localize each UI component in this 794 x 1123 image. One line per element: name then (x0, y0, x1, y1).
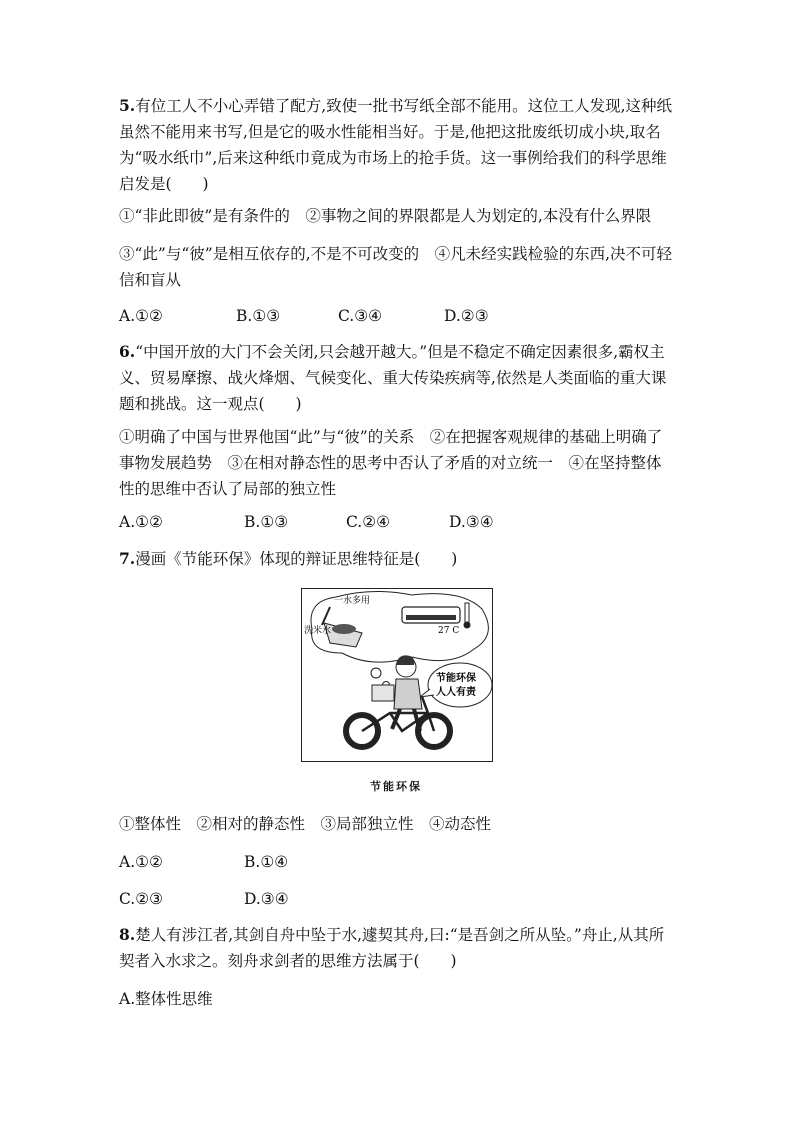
question-5-stem (119, 93, 675, 197)
question-6-statements: ①明确了中国与世界他国“此”与“彼”的关系 ②在把握客观规律的基础上明确了事物发展趋势 ③在相对静态性的思考中否认了矛盾的对立统一 ④在坚持整体性的思维中否认了局部的独立性 (119, 428, 663, 498)
question-8-options (119, 986, 213, 1012)
bubble-label-2: 洗米水 (304, 626, 332, 636)
question-6-option-c[interactable]: C.②④ (346, 513, 391, 531)
question-8-number: 8. (119, 925, 136, 944)
cartoon-illustration (302, 589, 492, 761)
question-8-text: 楚人有涉江者,其剑自舟中坠于水,遽契其舟,曰:“是吾剑之所从坠。”舟止,从其所契者入水求之。刻舟求剑者的思维方法属于( ) (119, 926, 665, 970)
speech-line-2: 人人有责 (436, 687, 476, 698)
briefcase (372, 685, 394, 701)
question-5-statements-2: ③“此”与“彼”是相互依存的,不是不可改变的 ④凡未经实践检验的东西,决不可轻信和盲从 (119, 245, 673, 289)
question-7-option-b[interactable]: B.①④ (244, 853, 289, 871)
thought-bubble-dot (371, 668, 381, 678)
question-5-options (119, 303, 489, 329)
bubble-label-3: 27 C (438, 626, 460, 636)
question-7-text: 漫画《节能环保》体现的辩证思维特征是( ) (135, 550, 458, 568)
question-7-option-c[interactable]: C.②③ (119, 890, 164, 908)
cartoon-figure (301, 588, 493, 762)
question-6-text: “中国开放的大门不会关闭,只会越开越大。”但是不稳定不确定因素很多,霸权主义、贸易摩擦、战火烽烟、气候变化、重大传染疾病等,依然是人类面临的重大课题和挑战。这一观点( ) (119, 343, 667, 413)
question-5-option-a[interactable]: A.①② (119, 307, 163, 325)
question-6-option-a[interactable]: A.①② (119, 513, 163, 531)
question-8-stem (119, 922, 675, 974)
question-6-number: 6. (119, 342, 136, 361)
question-5-option-c[interactable]: C.③④ (338, 307, 383, 325)
question-7-number: 7. (119, 549, 136, 568)
question-6-option-d[interactable]: D.③④ (449, 513, 494, 531)
figure-caption: 节能环保 (370, 780, 422, 793)
person-body (394, 679, 422, 709)
question-6-options (119, 509, 494, 535)
question-5-option-b[interactable]: B.①③ (236, 307, 281, 325)
question-8-option-a[interactable]: A.整体性思维 (119, 990, 213, 1008)
question-6-stem (119, 339, 675, 417)
speech-bubble (428, 663, 492, 707)
question-7-options-row-2 (119, 886, 289, 912)
question-7-statements: ①整体性 ②相对的静态性 ③局部独立性 ④动态性 (119, 815, 492, 833)
air-conditioner-vent (406, 615, 456, 620)
question-7-stem (119, 546, 675, 572)
question-5-text: 有位工人不小心弄错了配方,致使一批书写纸全部不能用。这位工人发现,这种纸虽然不能用来书写,但是它的吸水性能相当好。于是,他把这批废纸切成小块,取名为“吸水纸巾”,后来这种纸巾竟成为市场上的抢手货。这一事例给我们的科学思维启发是( ) (119, 97, 673, 193)
thermometer-bulb (464, 622, 471, 629)
question-5-statements-1: ①“非此即彼”是有条件的 ②事物之间的界限都是人为划定的,本没有什么界限 (119, 207, 652, 225)
question-6-option-b[interactable]: B.①③ (244, 513, 289, 531)
bubble-label-1: 一水多用 (334, 596, 371, 606)
thermometer-icon (465, 603, 469, 623)
grain-shape (332, 624, 356, 634)
question-5-number: 5. (119, 96, 136, 115)
question-7-option-a[interactable]: A.①② (119, 853, 163, 871)
question-5-option-d[interactable]: D.②③ (444, 307, 489, 325)
speech-line-1: 节能环保 (436, 673, 476, 684)
question-7-option-d[interactable]: D.③④ (244, 890, 289, 908)
question-7-options-row-1 (119, 849, 288, 875)
